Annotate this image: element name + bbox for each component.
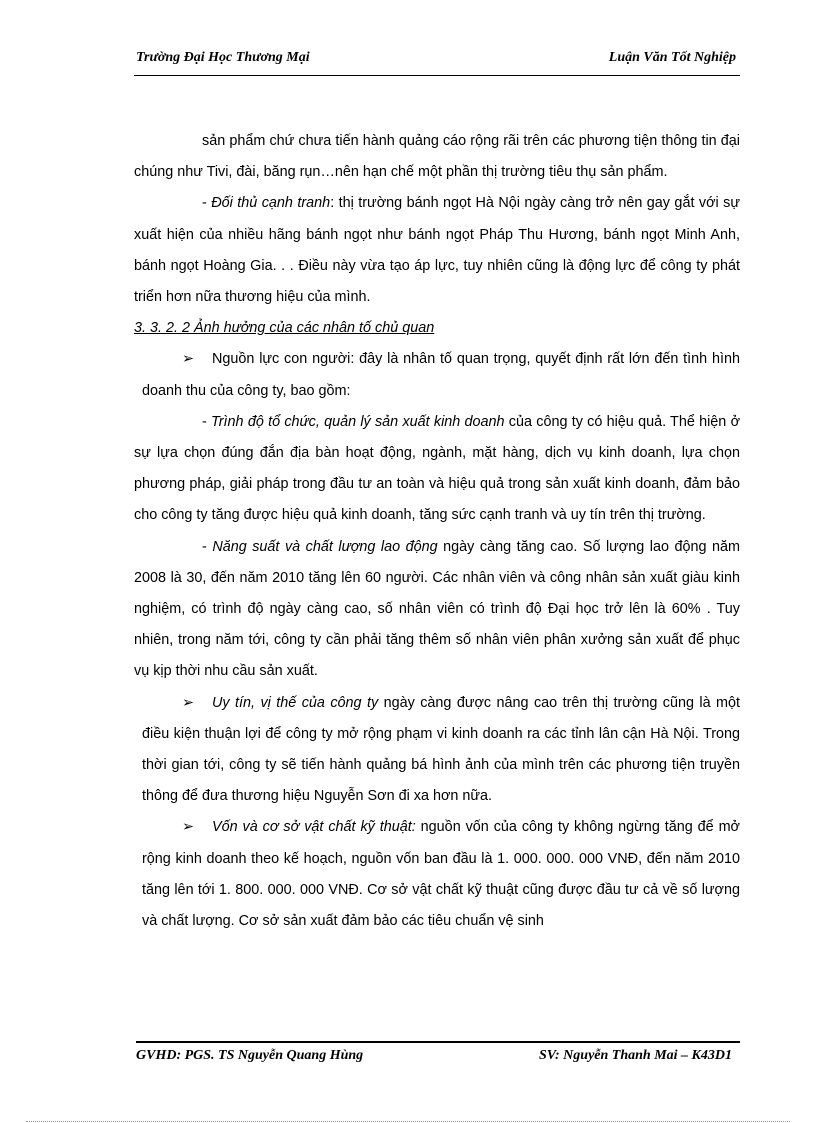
paragraph-continuation: sản phẩm chứ chưa tiến hành quảng cáo rộng rãi trên các phương tiện thông tin đại chúng như Tivi, đài, băng rụn…nên hạn chế một phần thị trường tiêu thụ sản phẩm. <box>134 133 740 181</box>
paragraph-labor: - Năng suất và chất lượng lao động ngày càng tăng cao. Số lượng lao động năm 2008 là 30, đến năm 2010 tăng lên 60 người. Các nhân viên và công nhân sản xuất giàu kinh nghiệm, có trình độ ngày càng cao, số nhân viên có trình độ Đại học trở lên là 60% . Tuy nhiên, trong năm tới, công ty cần phải tăng thêm số nhân viên phân xưởng sản xuất để phục vụ kịp thời nhu cầu sản xuất. <box>134 538 740 680</box>
header-school: Trường Đại Học Thương Mại <box>136 50 310 65</box>
page-footer <box>136 1048 740 1068</box>
paragraph-management: - Trình độ tổ chức, quản lý sản xuất kinh doanh của công ty có hiệu quả. Thể hiện ở sự lựa chọn đúng đắn địa bàn hoạt động, ngành, mặt hàng, dịch vụ kinh doanh, lựa chọn phương pháp, giải pháp trong đầu tư an toàn và hiệu quả trong sản xuất kinh doanh, đảm bảo cho công ty tăng được hiệu quả kinh doanh, tăng sức cạnh tranh và uy tín trên thị trường. <box>134 413 741 524</box>
bullet-reputation: ➢ Uy tín, vị thế của công ty ngày càng được nâng cao trên thị trường cũng là một điều kiện thuận lợi để công ty mở rộng phạm vi kinh doanh ra các tỉnh lân cận Hà Nội. Trong thời gian tới, công ty sẽ tiến hành quảng bá hình ảnh của mình trên các phương tiện truyền thông để đưa thương hiệu Nguyễn Sơn đi xa hơn nữa. <box>134 688 740 813</box>
header-doc-type: Luận Văn Tốt Nghiệp <box>608 50 736 65</box>
footer-student: SV: Nguyễn Thanh Mai – K43D1 <box>538 1048 732 1063</box>
term-capital: Vốn và cơ sở vật chất kỹ thuật: <box>212 819 416 836</box>
term-management: Trình độ tổ chức, quản lý sản xuất kinh doanh <box>211 413 505 430</box>
term-reputation: Uy tín, vị thế của công ty <box>212 694 379 711</box>
header-rule <box>134 75 740 76</box>
section-heading: 3. 3. 2. 2 Ảnh hưởng của các nhân tố chủ quan <box>134 320 435 337</box>
paragraph-competitors: - Đối thủ cạnh tranh: thị trường bánh ngọt Hà Nội ngày càng trở nên gay gắt với sự xuất hiện của nhiều hãng bánh ngọt như bánh ngọt Pháp Thu Hương, bánh ngọt Minh Anh, bánh ngọt Hoàng Gia. . . Điều này vừa tạo áp lực, tuy nhiên cũng là động lực để công ty phát triển hơn nữa thương hiệu của mình. <box>134 195 740 306</box>
arrow-bullet-icon: ➢ <box>182 351 195 368</box>
bullet-capital: ➢ Vốn và cơ sở vật chất kỹ thuật: nguồn vốn của công ty không ngừng tăng để mở rộng kinh doanh theo kế hoạch, nguồn vốn ban đầu là 1. 000. 000. 000 VNĐ, đến năm 2010 tăng lên tới 1. 800. 000. 000 VNĐ. Cơ sở vật chất kỹ thuật cũng được đầu tư cả về số lượng và chất lượng. Cơ sở sản xuất đảm bảo các tiêu chuẩn vệ sinh <box>134 812 740 937</box>
arrow-bullet-icon: ➢ <box>182 694 195 711</box>
term-competitors: Đối thủ cạnh tranh <box>211 195 331 212</box>
footer-rule <box>136 1041 740 1043</box>
document-body <box>134 126 740 937</box>
page-header <box>136 50 740 72</box>
term-labor: Năng suất và chất lượng lao động <box>212 538 438 555</box>
page-break-line <box>26 1121 790 1122</box>
bullet-human-resources: ➢ Nguồn lực con người: đây là nhân tố quan trọng, quyết định rất lớn đến tình hình doanh thu của công ty, bao gồm: <box>134 344 740 406</box>
footer-supervisor: GVHD: PGS. TS Nguyễn Quang Hùng <box>136 1048 364 1063</box>
arrow-bullet-icon: ➢ <box>182 819 195 836</box>
